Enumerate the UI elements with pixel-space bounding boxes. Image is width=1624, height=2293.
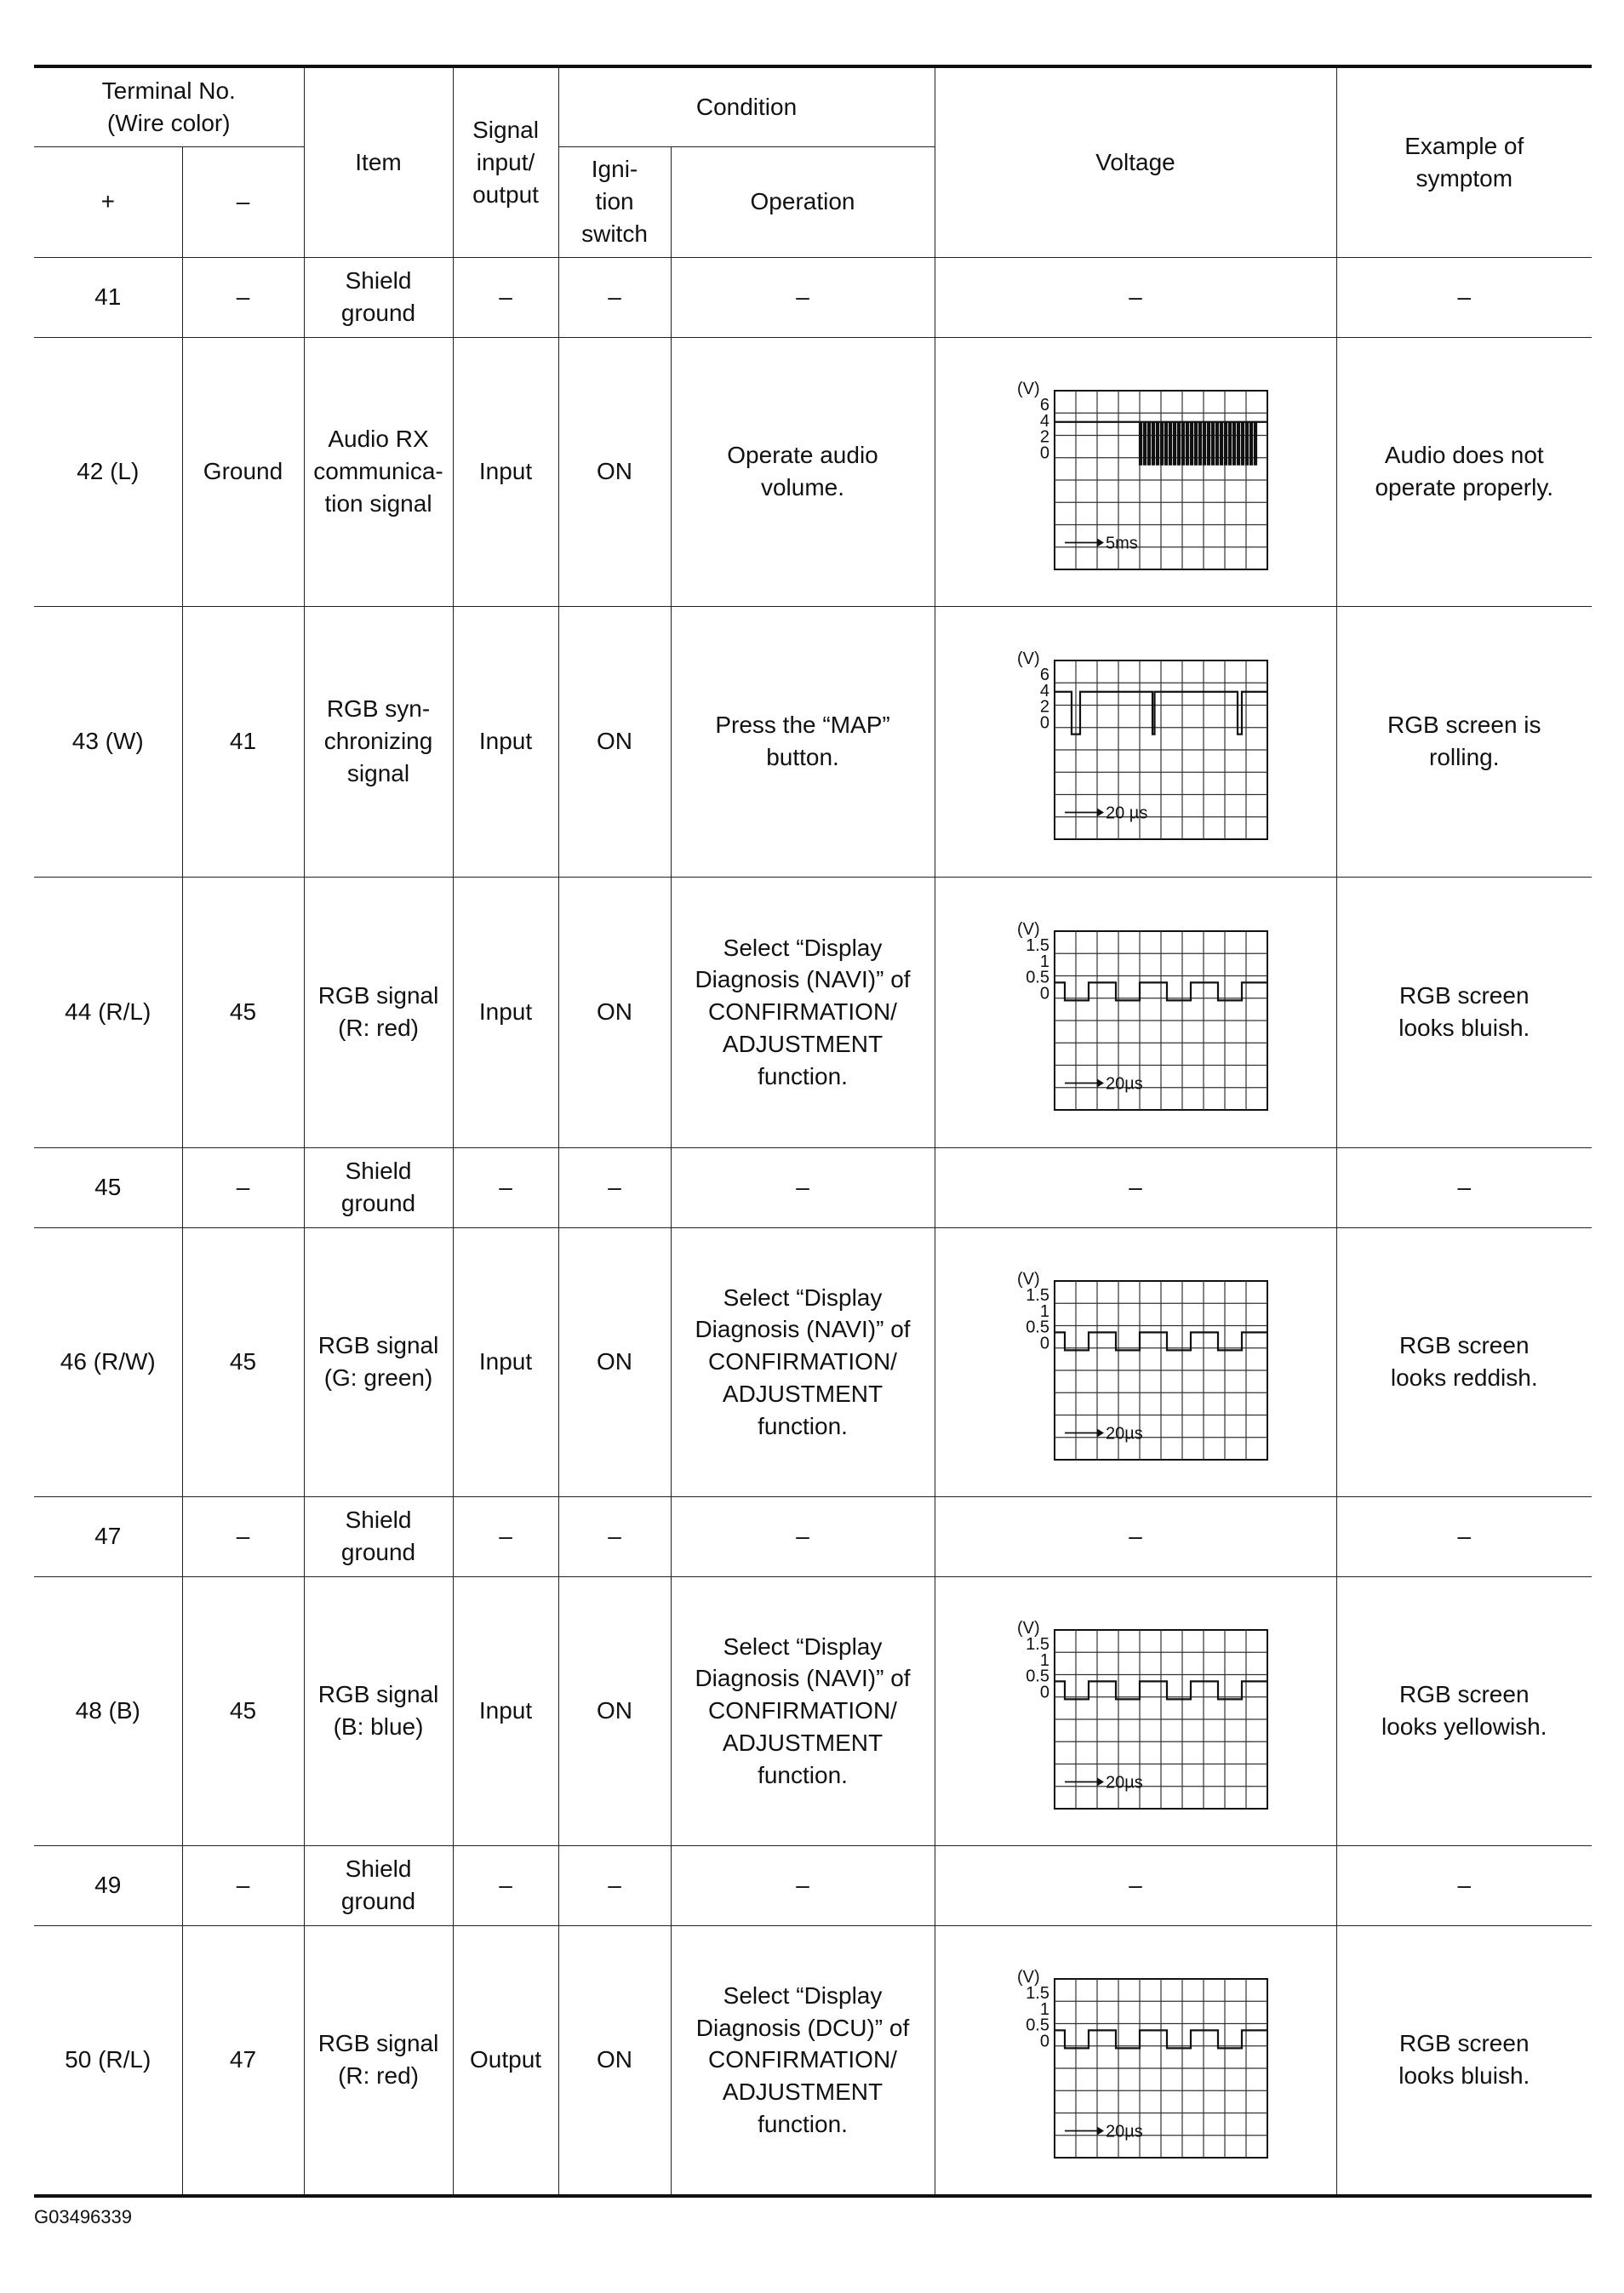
voltage-cell [935, 1925, 1336, 2196]
scope-tick-label: 4 [1039, 411, 1050, 431]
item-cell: RGB signal (R: red) [304, 1925, 453, 2196]
terminal-plus-cell: 41 [34, 257, 182, 337]
item-cell: Audio RX communica- tion signal [304, 337, 453, 606]
voltage-cell: – [935, 257, 1336, 337]
table-row [34, 877, 1592, 1147]
ignition-cell: – [558, 257, 671, 337]
ignition-cell: – [558, 1496, 671, 1576]
scope-tick-label: 0 [1039, 443, 1050, 463]
scope-tick-label: 1 [1039, 2000, 1050, 2020]
terminal-plus-cell: 43 (W) [34, 606, 182, 877]
scope-tick-label: 2 [1039, 427, 1050, 447]
ignition-cell: ON [558, 337, 671, 606]
scope-tick-label: 0 [1039, 713, 1050, 733]
table-row [34, 1227, 1592, 1496]
signal-cell: – [453, 1845, 558, 1925]
scope-tick-label: 1.5 [1026, 1285, 1050, 1305]
scope-unit-label: (V) [1017, 1270, 1040, 1289]
condition-header: Condition [558, 66, 935, 146]
terminal-plus-cell: 47 [34, 1496, 182, 1576]
terminal-minus-cell: 47 [182, 1925, 304, 2196]
signal-cell: Output [453, 1925, 558, 2196]
scope-time-arrow [1097, 1079, 1104, 1088]
symptom-cell: – [1336, 1496, 1592, 1576]
scope-tick-label: 4 [1039, 681, 1050, 700]
symptom-cell: RGB screen looks reddish. [1336, 1227, 1592, 1496]
terminal-minus-cell: – [182, 257, 304, 337]
symptom-cell: RGB screen is rolling. [1336, 606, 1592, 877]
scope-tick-label: 0 [1039, 1683, 1050, 1702]
table-row [34, 257, 1592, 337]
minus-header: – [182, 146, 304, 257]
terminal-minus-cell: – [182, 1147, 304, 1227]
scope-tick-label: 0.5 [1026, 2016, 1050, 2035]
signal-cell: Input [453, 1576, 558, 1845]
ignition-cell: – [558, 1845, 671, 1925]
voltage-cell [935, 606, 1336, 877]
ignition-header: Igni- tion switch [558, 146, 671, 257]
symptom-header: Example of symptom [1336, 66, 1592, 257]
signal-cell: Input [453, 606, 558, 877]
voltage-header: Voltage [935, 66, 1336, 257]
voltage-cell [935, 877, 1336, 1147]
terminal-plus-cell: 48 (B) [34, 1576, 182, 1845]
scope-time-arrow [1097, 1429, 1104, 1438]
item-cell: Shield ground [304, 1845, 453, 1925]
scope-tick-label: 1 [1039, 1301, 1050, 1321]
terminal-minus-cell: 45 [182, 877, 304, 1147]
operation-cell: Operate audio volume. [671, 337, 935, 606]
ignition-cell: ON [558, 1925, 671, 2196]
voltage-cell: – [935, 1845, 1336, 1925]
symptom-cell: – [1336, 257, 1592, 337]
scope-tick-label: 0.5 [1026, 1318, 1050, 1337]
operation-cell: Press the “MAP” button. [671, 606, 935, 877]
operation-cell: – [671, 1147, 935, 1227]
operation-header: Operation [671, 146, 935, 257]
operation-cell: – [671, 257, 935, 337]
scope-time-label: 20 µs [1106, 803, 1148, 823]
terminal-plus-cell: 44 (R/L) [34, 877, 182, 1147]
voltage-cell [935, 1227, 1336, 1496]
terminal-plus-cell: 49 [34, 1845, 182, 1925]
plus-header: + [34, 146, 182, 257]
operation-cell: – [671, 1845, 935, 1925]
ignition-cell: ON [558, 1576, 671, 1845]
terminal-minus-cell: – [182, 1845, 304, 1925]
scope-time-label: 20µs [1106, 1773, 1143, 1793]
item-cell: Shield ground [304, 1496, 453, 1576]
scope-tick-label: 0 [1039, 2032, 1050, 2051]
voltage-cell: – [935, 1496, 1336, 1576]
scope-tick-label: 1.5 [1026, 1634, 1050, 1654]
table-row [34, 1147, 1592, 1227]
signal-header: Signal input/ output [453, 66, 558, 257]
item-cell: RGB signal (R: red) [304, 877, 453, 1147]
item-cell: RGB signal (B: blue) [304, 1576, 453, 1845]
scope-tick-label: 0.5 [1026, 1667, 1050, 1686]
scope-time-label: 20µs [1106, 1074, 1143, 1094]
ignition-cell: ON [558, 606, 671, 877]
terminal-plus-cell: 42 (L) [34, 337, 182, 606]
symptom-cell: RGB screen looks bluish. [1336, 1925, 1592, 2196]
signal-cell: – [453, 1496, 558, 1576]
oscilloscope-waveform [995, 365, 1276, 578]
scope-time-label: 20µs [1106, 1424, 1143, 1444]
ignition-cell: ON [558, 1227, 671, 1496]
voltage-cell: – [935, 1147, 1336, 1227]
scope-tick-label: 1 [1039, 952, 1050, 971]
scope-time-label: 5ms [1106, 534, 1138, 553]
scope-tick-label: 2 [1039, 697, 1050, 717]
operation-cell: – [671, 1496, 935, 1576]
scope-tick-label: 1.5 [1026, 935, 1050, 955]
table-row [34, 1845, 1592, 1925]
oscilloscope-waveform [995, 635, 1276, 848]
table-row [34, 1496, 1592, 1576]
symptom-cell: RGB screen looks yellowish. [1336, 1576, 1592, 1845]
terminal-minus-cell: Ground [182, 337, 304, 606]
scope-tick-label: 1 [1039, 1650, 1050, 1670]
ignition-cell: ON [558, 877, 671, 1147]
scope-tick-label: 0 [1039, 984, 1050, 1004]
ignition-cell: – [558, 1147, 671, 1227]
operation-cell: Select “Display Diagnosis (NAVI)” of CONFIRMATION/ ADJUSTMENT function. [671, 877, 935, 1147]
scope-time-arrow [1097, 809, 1104, 817]
scope-unit-label: (V) [1017, 649, 1040, 668]
signal-cell: Input [453, 877, 558, 1147]
item-cell: Shield ground [304, 257, 453, 337]
terminal-minus-cell: 45 [182, 1227, 304, 1496]
signal-cell: Input [453, 1227, 558, 1496]
voltage-cell [935, 1576, 1336, 1845]
table-row [34, 606, 1592, 877]
scope-tick-label: 0.5 [1026, 968, 1050, 987]
signal-cell: – [453, 1147, 558, 1227]
item-cell: Shield ground [304, 1147, 453, 1227]
terminal-table [34, 65, 1592, 2198]
terminal-no-header: Terminal No. (Wire color) [34, 66, 304, 146]
scope-time-arrow [1097, 1778, 1104, 1787]
scope-unit-label: (V) [1017, 1968, 1040, 1987]
scope-unit-label: (V) [1017, 380, 1040, 398]
signal-cell: – [453, 257, 558, 337]
item-cell: RGB syn- chronizing signal [304, 606, 453, 877]
scope-time-label: 20µs [1106, 2122, 1143, 2141]
table-row [34, 1925, 1592, 2196]
scope-time-arrow [1097, 2127, 1104, 2136]
scope-tick-label: 0 [1039, 1334, 1050, 1353]
oscilloscope-waveform [995, 1953, 1276, 2166]
operation-cell: Select “Display Diagnosis (NAVI)” of CONFIRMATION/ ADJUSTMENT function. [671, 1227, 935, 1496]
scope-tick-label: 6 [1039, 665, 1050, 684]
figure-id: G03496339 [34, 2206, 132, 2227]
symptom-cell: – [1336, 1147, 1592, 1227]
signal-cell: Input [453, 337, 558, 606]
terminal-plus-cell: 45 [34, 1147, 182, 1227]
symptom-cell: – [1336, 1845, 1592, 1925]
oscilloscope-waveform [995, 1255, 1276, 1468]
terminal-minus-cell: 41 [182, 606, 304, 877]
scope-time-arrow [1097, 539, 1104, 547]
table-row [34, 1576, 1592, 1845]
terminal-plus-cell: 46 (R/W) [34, 1227, 182, 1496]
oscilloscope-waveform [995, 906, 1276, 1118]
symptom-cell: RGB screen looks bluish. [1336, 877, 1592, 1147]
oscilloscope-waveform [995, 1604, 1276, 1817]
operation-cell: Select “Display Diagnosis (DCU)” of CONFIRMATION/ ADJUSTMENT function. [671, 1925, 935, 2196]
scope-unit-label: (V) [1017, 1619, 1040, 1638]
terminal-minus-cell: 45 [182, 1576, 304, 1845]
item-cell: RGB signal (G: green) [304, 1227, 453, 1496]
symptom-cell: Audio does not operate properly. [1336, 337, 1592, 606]
terminal-minus-cell: – [182, 1496, 304, 1576]
operation-cell: Select “Display Diagnosis (NAVI)” of CONFIRMATION/ ADJUSTMENT function. [671, 1576, 935, 1845]
scope-tick-label: 6 [1039, 395, 1050, 415]
terminal-plus-cell: 50 (R/L) [34, 1925, 182, 2196]
voltage-cell [935, 337, 1336, 606]
scope-tick-label: 1.5 [1026, 1984, 1050, 2004]
item-header: Item [304, 66, 453, 257]
table-row [34, 337, 1592, 606]
scope-unit-label: (V) [1017, 920, 1040, 939]
